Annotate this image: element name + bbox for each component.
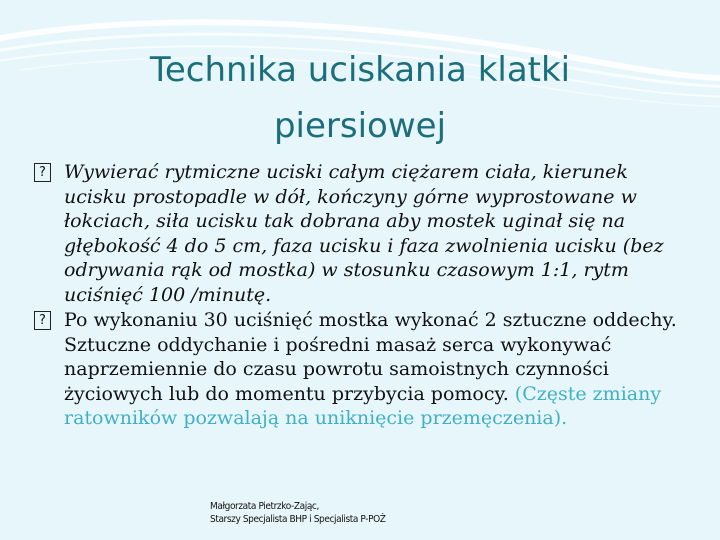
- slide-title-line1: Technika uciskania klatki: [149, 50, 571, 90]
- author-footer: [210, 500, 386, 526]
- paragraph-2-highlight: (Częste zmiany ratowników pozwalają na uniknięcie przemęczenia).: [64, 382, 662, 429]
- slide-title-line2: piersiowej: [273, 106, 447, 146]
- footer-author-role: Starszy Specjalista BHP i Specjalista P-POŻ: [210, 514, 386, 525]
- bullet-paragraph-1: [34, 160, 694, 307]
- footer-author-name: Małgorzata Pietrzko-Zając,: [210, 501, 319, 512]
- bullet-placeholder-icon: ?: [34, 311, 51, 330]
- slide-body: [34, 160, 694, 431]
- paragraph-2-text: Po wykonaniu 30 uciśnięć mostka wykonać 2 sztuczne oddechy. Sztuczne oddychanie i pośredni masaż serca wykonywać naprzemiennie do czasu powrotu samoistnych czynności życiowych lub do momentu przybycia pomocy.: [64, 309, 677, 405]
- slide-title: [60, 42, 660, 154]
- paragraph-1-text: Wywierać rytmiczne uciski całym ciężarem ciała, kierunek ucisku prostopadle w dół, kończyny górne wyprostowane w łokciach, siła ucisku tak dobrana aby mostek uginał się na głębokość 4 do 5 cm, faza ucisku i faza zwolnienia ucisku (bez odrywania rąk od mostka) w stosunku czasowym 1:1, rytm uciśnięć 100 /minutę.: [64, 161, 664, 306]
- bullet-paragraph-2: [34, 308, 694, 431]
- bullet-placeholder-icon: ?: [34, 163, 51, 182]
